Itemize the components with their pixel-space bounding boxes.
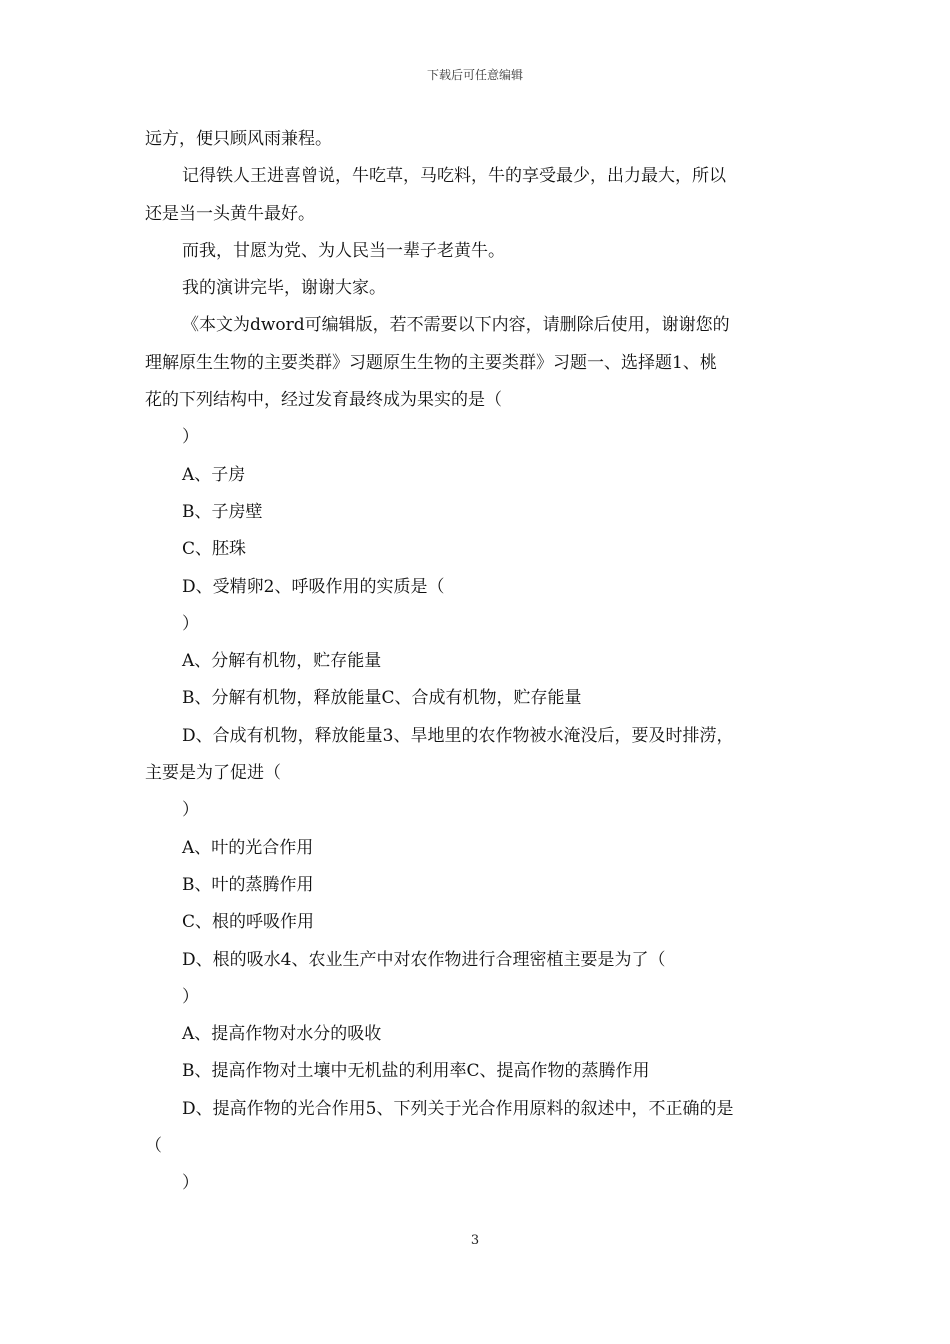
answer-option: A、叶的光合作用 [182, 837, 314, 858]
page-number: 3 [470, 1233, 480, 1248]
answer-option: D、提高作物的光合作用5、下列关于光合作用原料的叙述中，不正确的是 [182, 1098, 734, 1119]
answer-option: B、提高作物对土壤中无机盐的利用率C、提高作物的蒸腾作用 [182, 1061, 650, 1082]
answer-option: A、子房 [182, 464, 246, 485]
answer-option: A、分解有机物，贮存能量 [182, 651, 382, 672]
answer-option: D、合成有机物，释放能量3、旱地里的农作物被水淹没后，要及时排涝， [182, 725, 734, 746]
text-line: （ [145, 1136, 162, 1157]
document-body [145, 121, 807, 1203]
answer-option: B、子房壁 [182, 501, 263, 522]
text-line: 而我，甘愿为党、为人民当一辈子老黄牛。 [182, 240, 505, 261]
text-line: 还是当一头黄牛最好。 [145, 203, 315, 224]
answer-option: C、根的呼吸作用 [182, 912, 315, 933]
text-line: ） [182, 800, 199, 821]
text-line: 远方，便只顾风雨兼程。 [145, 129, 332, 149]
text-line: 我的演讲完毕，谢谢大家。 [182, 278, 386, 299]
text-line: ） [182, 427, 199, 448]
text-line: 《本文为dword可编辑版，若不需要以下内容，请删除后使用，谢谢您的 [182, 315, 730, 336]
answer-option: A、提高作物对水分的吸收 [182, 1024, 382, 1045]
text-line: ） [182, 986, 199, 1007]
answer-option: B、分解有机物，释放能量C、合成有机物，贮存能量 [182, 688, 582, 709]
answer-option: C、胚珠 [182, 539, 247, 560]
page-header: 下载后可任意编辑 [426, 68, 523, 82]
answer-option: D、根的吸水4、农业生产中对农作物进行合理密植主要是为了（ [182, 949, 666, 970]
text-line: ） [182, 613, 199, 634]
text-line: 花的下列结构中，经过发育最终成为果实的是（ [145, 390, 502, 411]
text-line: 记得铁人王进喜曾说，牛吃草，马吃料，牛的享受最少，出力最大，所以 [182, 166, 726, 187]
text-line: 理解原生生物的主要类群》习题原生生物的主要类群》习题一、选择题1、桃 [145, 352, 717, 373]
text-line: ） [182, 1173, 199, 1194]
answer-option: B、叶的蒸腾作用 [182, 874, 314, 895]
text-line: 主要是为了促进（ [145, 763, 281, 784]
answer-option: D、受精卵2、呼吸作用的实质是（ [182, 576, 445, 597]
